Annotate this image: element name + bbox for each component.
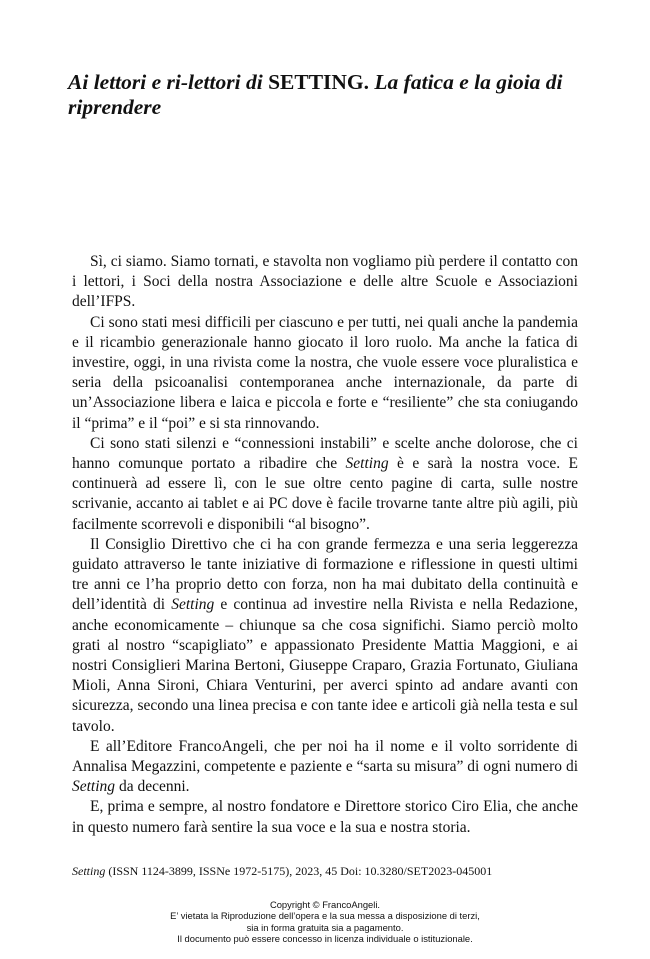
paragraph-text: Il Consiglio Direttivo che ci ha con grande fermezza e una seria leggerezza guidato attraverso le tante iniziative di formazione e riflessione in questi ultimi tre anni ce l’ha proprio detto con forza, non ha mai dubitato della continuità e dell’identità di xyxy=(72,535,578,614)
paragraph-text: è e sarà la nostra voce. E continuerà ad essere lì, con le sue oltre cento pagine di carta, sulle nostre scrivanie, accanto ai tablet e ai PC dove è facile trovarne tante altre più agili, più facilmente scorrevoli e disponibili “al bisogno”. xyxy=(72,455,578,533)
journal-name-italic: Setting xyxy=(72,778,116,796)
copyright-line: E’ vietata la Riproduzione dell’opera e la sua messa a disposizione di terzi, xyxy=(170,910,480,922)
title-part-3: La fatica e la gioia di riprendere xyxy=(68,70,563,119)
journal-name-italic: Setting xyxy=(345,455,389,473)
body-paragraph xyxy=(72,434,578,535)
journal-name-italic: Setting xyxy=(171,596,215,614)
paragraph-text: E all’Editore FrancoAngeli, che per noi ha il nome e il volto sorridente di Annalisa Megazzini, competente e paziente e “sarta su misura” di ogni numero di xyxy=(72,737,578,776)
copyright-line: sia in forma gratuita sia a pagamento. xyxy=(246,921,404,933)
body-paragraph xyxy=(72,535,578,737)
citation-details: (ISSN 1124-3899, ISSNe 1972-5175), 2023, 45 Doi: 10.3280/SET2023-045001 xyxy=(105,864,493,878)
title-journal-name: SETTING. xyxy=(268,70,370,94)
copyright-line: Copyright © FrancoAngeli. xyxy=(269,899,381,910)
body-paragraph xyxy=(72,313,578,434)
article-title xyxy=(68,70,588,120)
body-paragraph xyxy=(72,737,578,798)
copyright-line: Il documento può essere concesso in licenza individuale o istituzionale. xyxy=(177,932,473,944)
title-part-1: Ai lettori e ri-lettori di xyxy=(68,70,269,94)
paragraph-text: da decenni. xyxy=(115,778,190,796)
citation-journal: Setting xyxy=(72,864,106,878)
body-paragraph xyxy=(72,797,578,837)
paragraph-text: Ci sono stati silenzi e “connessioni instabili” e scelte anche dolorose, che ci hanno comunque portato a ribadire che xyxy=(72,434,578,473)
copyright-notice xyxy=(0,899,650,944)
article-body xyxy=(72,252,578,838)
citation-footer xyxy=(72,864,592,878)
paragraph-text: E, prima e sempre, al nostro fondatore e Direttore storico Ciro Elia, che anche in questo numero farà sentire la sua voce e la sua e nostra storia. xyxy=(72,798,578,836)
paragraph-text: Sì, ci siamo. Siamo tornati, e stavolta non vogliamo più perdere il contatto con i lettori, i Soci della nostra Associazione e delle altre Scuole e Associazioni dell’IFPS. xyxy=(72,253,578,311)
paragraph-text: Ci sono stati mesi difficili per ciascuno e per tutti, nei quali anche la pandemia e il ricambio generazionale hanno giocato il loro ruolo. Ma anche la fatica di investire, oggi, in una rivista come la nostra, che vuole essere voce pluralistica e seria della psicoanalisi contemporanea anche internazionale, da parte di un’Associazione libera e laica e piccola e forte e “resiliente” che sta coniugando il “prima” e il “poi” e si sta rinnovando. xyxy=(72,313,578,432)
paragraph-text: e continua ad investire nella Rivista e nella Redazione, anche economicamente – chiunque sa che cosa significhi. Siamo perciò molto grati al nostro “scapigliato” e appassionato Presidente Mattia Maggioni, e ai nostri Consiglieri Marina Bertoni, Giuseppe Craparo, Grazia Fortunato, Giuliana Mioli, Anna Sironi, Chiara Venturini, per averci spinto ad andare avanti con sicurezza, secondo una linea precisa e con tante idee e articoli già nella testa e sul tavolo. xyxy=(72,596,578,735)
body-paragraph xyxy=(72,252,578,313)
